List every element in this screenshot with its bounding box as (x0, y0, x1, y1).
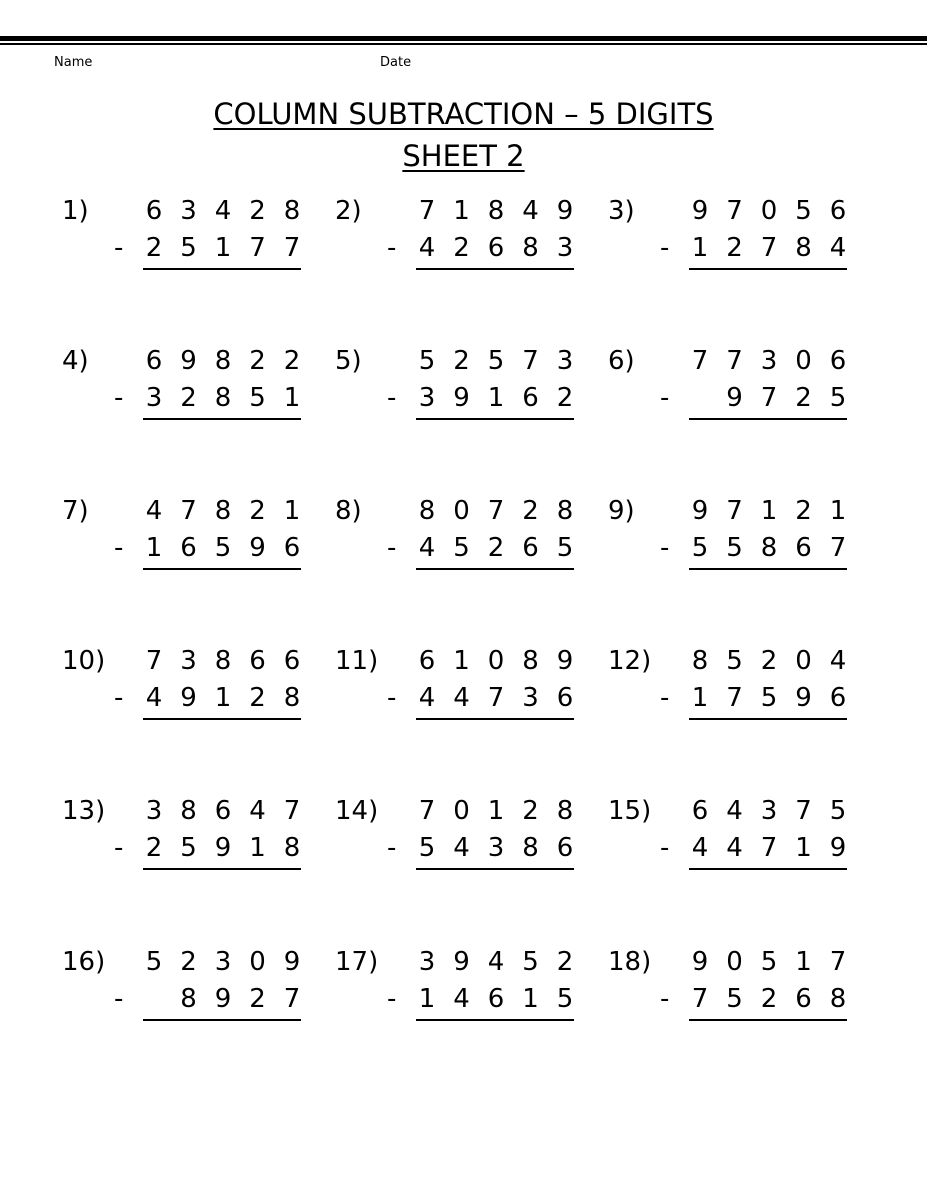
digit: 8 (214, 383, 232, 413)
digit: 9 (214, 833, 232, 863)
digit: 4 (418, 233, 436, 263)
digit: 5 (556, 984, 574, 1014)
minus-sign: - (114, 383, 124, 413)
digit: 7 (418, 196, 436, 226)
digit: 8 (522, 833, 539, 863)
digit: 3 (214, 947, 232, 977)
digit: 7 (487, 683, 505, 713)
digit: 1 (760, 496, 778, 526)
digit: 5 (726, 984, 743, 1014)
digit: 3 (556, 233, 574, 263)
digit: 1 (691, 683, 709, 713)
digit: 6 (522, 533, 539, 563)
digit: 5 (418, 833, 436, 863)
problem-number: 18) (608, 947, 652, 977)
minus-sign: - (660, 984, 670, 1014)
digit: 8 (214, 346, 232, 376)
digit: 0 (487, 646, 505, 676)
digit: 7 (829, 533, 847, 563)
digit: 8 (214, 496, 232, 526)
digit: 4 (453, 984, 470, 1014)
problem-number: 7) (62, 496, 89, 526)
subtraction-problem (62, 345, 322, 435)
digit: 6 (487, 233, 505, 263)
digit: 8 (795, 233, 812, 263)
subtraction-problem (608, 795, 868, 885)
digit: 3 (556, 346, 574, 376)
digit: 4 (453, 683, 470, 713)
subtraction-problem (335, 195, 595, 285)
minus-sign: - (387, 683, 397, 713)
digit: 5 (760, 683, 778, 713)
digit: 1 (145, 533, 163, 563)
problem-number: 14) (335, 796, 379, 826)
minus-sign: - (387, 833, 397, 863)
digit: 1 (283, 383, 301, 413)
digit: 2 (795, 383, 812, 413)
subtraction-problem (608, 195, 868, 285)
digit: 8 (522, 233, 539, 263)
problem-number: 6) (608, 346, 635, 376)
digit: 5 (726, 533, 743, 563)
digit: 0 (760, 196, 778, 226)
digit: 3 (522, 683, 539, 713)
digit: 2 (180, 947, 197, 977)
digit: 1 (214, 683, 232, 713)
digit: 5 (829, 796, 847, 826)
answer-line (689, 718, 847, 720)
subtraction-problem (62, 495, 322, 585)
problem-number: 17) (335, 947, 379, 977)
digit: 5 (522, 947, 539, 977)
date-label: Date (380, 55, 412, 70)
problem-number: 13) (62, 796, 106, 826)
digit: 2 (249, 346, 266, 376)
digit: 7 (283, 984, 301, 1014)
minus-sign: - (114, 833, 124, 863)
digit: 4 (487, 947, 505, 977)
digit: 7 (283, 796, 301, 826)
digit: 5 (760, 947, 778, 977)
digit: 0 (249, 947, 266, 977)
worksheet-subtitle: SHEET 2 (402, 139, 525, 173)
digit: 1 (418, 984, 436, 1014)
digit: 3 (145, 383, 163, 413)
digit: 5 (726, 646, 743, 676)
minus-sign: - (660, 533, 670, 563)
digit: 4 (691, 833, 709, 863)
subtraction-problem (62, 946, 322, 1036)
digit: 2 (453, 233, 470, 263)
subtraction-problem (608, 645, 868, 735)
worksheet-title: COLUMN SUBTRACTION – 5 DIGITS (213, 97, 714, 131)
digit: 8 (180, 796, 197, 826)
answer-line (689, 868, 847, 870)
minus-sign: - (660, 683, 670, 713)
digit: 7 (522, 346, 539, 376)
minus-sign: - (387, 984, 397, 1014)
digit: 7 (760, 233, 778, 263)
digit: 2 (453, 346, 470, 376)
answer-line (416, 418, 574, 420)
digit: 5 (418, 346, 436, 376)
digit: 9 (829, 833, 847, 863)
digit: 8 (283, 833, 301, 863)
subtraction-problem (335, 345, 595, 435)
digit: 3 (418, 947, 436, 977)
digit: 8 (691, 646, 709, 676)
answer-line (143, 268, 301, 270)
answer-line (416, 718, 574, 720)
digit: 6 (145, 346, 163, 376)
problem-number: 15) (608, 796, 652, 826)
digit: 8 (556, 496, 574, 526)
answer-line (143, 718, 301, 720)
digit: 4 (249, 796, 266, 826)
problem-number: 1) (62, 196, 89, 226)
digit: 3 (760, 346, 778, 376)
name-label: Name (54, 55, 93, 70)
digit: 6 (829, 346, 847, 376)
problem-number: 8) (335, 496, 362, 526)
digit: 8 (522, 646, 539, 676)
digit: 0 (795, 346, 812, 376)
digit: 2 (760, 984, 778, 1014)
digit: 5 (145, 947, 163, 977)
digit: 7 (726, 683, 743, 713)
digit: 6 (145, 196, 163, 226)
digit: 9 (795, 683, 812, 713)
answer-line (143, 868, 301, 870)
digit: 3 (145, 796, 163, 826)
answer-line (689, 568, 847, 570)
digit: 9 (556, 646, 574, 676)
subtraction-problem (335, 795, 595, 885)
digit: 6 (795, 533, 812, 563)
digit: 1 (829, 496, 847, 526)
digit: 6 (283, 646, 301, 676)
digit: 4 (726, 796, 743, 826)
minus-sign: - (114, 683, 124, 713)
digit: 3 (487, 833, 505, 863)
digit: 7 (145, 646, 163, 676)
digit: 9 (691, 196, 709, 226)
subtraction-problem (335, 495, 595, 585)
answer-line (416, 1019, 574, 1021)
digit: 4 (829, 233, 847, 263)
problem-number: 4) (62, 346, 89, 376)
digit: 6 (487, 984, 505, 1014)
digit: 8 (760, 533, 778, 563)
digit: 2 (556, 947, 574, 977)
digit: 1 (795, 947, 812, 977)
digit: 2 (180, 383, 197, 413)
minus-sign: - (387, 533, 397, 563)
minus-sign: - (387, 233, 397, 263)
digit: 9 (453, 947, 470, 977)
digit: 0 (726, 947, 743, 977)
digit: 3 (180, 196, 197, 226)
digit: 7 (691, 346, 709, 376)
digit: 2 (249, 683, 266, 713)
subtraction-problem (62, 645, 322, 735)
problem-number: 11) (335, 646, 379, 676)
digit: 9 (214, 984, 232, 1014)
digit: 6 (829, 683, 847, 713)
minus-sign: - (387, 383, 397, 413)
digit: 4 (418, 533, 436, 563)
digit: 5 (556, 533, 574, 563)
digit: 6 (829, 196, 847, 226)
digit: 8 (283, 196, 301, 226)
digit: 6 (214, 796, 232, 826)
digit: 6 (556, 683, 574, 713)
digit: 1 (453, 196, 470, 226)
digit: 4 (453, 833, 470, 863)
digit: 1 (487, 796, 505, 826)
digit: 2 (522, 796, 539, 826)
digit: 9 (726, 383, 743, 413)
digit: 9 (180, 346, 197, 376)
digit: 7 (726, 496, 743, 526)
digit: 5 (691, 533, 709, 563)
digit: 5 (829, 383, 847, 413)
digit: 6 (522, 383, 539, 413)
problem-number: 5) (335, 346, 362, 376)
digit: 4 (726, 833, 743, 863)
subtraction-problem (335, 645, 595, 735)
digit: 1 (487, 383, 505, 413)
digit: 2 (487, 533, 505, 563)
digit: 2 (249, 496, 266, 526)
answer-line (689, 1019, 847, 1021)
answer-line (143, 568, 301, 570)
digit: 7 (180, 496, 197, 526)
digit: 6 (556, 833, 574, 863)
digit: 2 (145, 833, 163, 863)
digit: 7 (691, 984, 709, 1014)
digit: 0 (453, 796, 470, 826)
digit: 7 (760, 383, 778, 413)
digit: 7 (418, 796, 436, 826)
digit: 6 (795, 984, 812, 1014)
digit: 8 (556, 796, 574, 826)
problem-number: 10) (62, 646, 106, 676)
digit: 1 (283, 496, 301, 526)
digit: 3 (418, 383, 436, 413)
subtraction-problem (62, 195, 322, 285)
digit: 2 (760, 646, 778, 676)
answer-line (416, 268, 574, 270)
digit: 7 (487, 496, 505, 526)
answer-line (689, 268, 847, 270)
digit: 5 (795, 196, 812, 226)
answer-line (143, 1019, 301, 1021)
subtraction-problem (335, 946, 595, 1036)
digit: 3 (760, 796, 778, 826)
digit: 7 (249, 233, 266, 263)
digit: 2 (249, 196, 266, 226)
digit: 4 (145, 683, 163, 713)
digit: 2 (556, 383, 574, 413)
digit: 6 (418, 646, 436, 676)
minus-sign: - (114, 233, 124, 263)
digit: 9 (249, 533, 266, 563)
minus-sign: - (660, 833, 670, 863)
answer-line (143, 418, 301, 420)
subtraction-problem (608, 495, 868, 585)
problem-number: 2) (335, 196, 362, 226)
subtraction-problem (608, 345, 868, 435)
digit: 7 (726, 196, 743, 226)
digit: 5 (249, 383, 266, 413)
digit: 4 (829, 646, 847, 676)
digit: 4 (214, 196, 232, 226)
digit: 1 (795, 833, 812, 863)
problem-number: 12) (608, 646, 652, 676)
digit: 6 (180, 533, 197, 563)
digit: 2 (795, 496, 812, 526)
digit: 1 (691, 233, 709, 263)
digit: 7 (283, 233, 301, 263)
digit: 4 (145, 496, 163, 526)
answer-line (689, 418, 847, 420)
problem-number: 16) (62, 947, 106, 977)
digit: 8 (214, 646, 232, 676)
digit: 2 (283, 346, 301, 376)
digit: 9 (283, 947, 301, 977)
digit: 5 (180, 233, 197, 263)
digit: 1 (453, 646, 470, 676)
problem-number: 3) (608, 196, 635, 226)
digit: 8 (283, 683, 301, 713)
digit: 6 (283, 533, 301, 563)
minus-sign: - (660, 383, 670, 413)
answer-line (416, 868, 574, 870)
digit: 5 (453, 533, 470, 563)
digit: 9 (691, 947, 709, 977)
minus-sign: - (114, 533, 124, 563)
subtraction-problem (608, 946, 868, 1036)
digit: 0 (795, 646, 812, 676)
digit: 1 (214, 233, 232, 263)
subtraction-problem (62, 795, 322, 885)
digit: 0 (453, 496, 470, 526)
digit: 2 (145, 233, 163, 263)
digit: 8 (180, 984, 197, 1014)
digit: 8 (418, 496, 436, 526)
digit: 8 (487, 196, 505, 226)
digit: 6 (249, 646, 266, 676)
digit: 9 (453, 383, 470, 413)
digit: 8 (829, 984, 847, 1014)
digit: 1 (249, 833, 266, 863)
digit: 9 (556, 196, 574, 226)
digit: 2 (726, 233, 743, 263)
digit: 1 (522, 984, 539, 1014)
digit: 4 (522, 196, 539, 226)
digit: 7 (726, 346, 743, 376)
problem-number: 9) (608, 496, 635, 526)
digit: 2 (522, 496, 539, 526)
answer-line (416, 568, 574, 570)
digit: 5 (487, 346, 505, 376)
digit: 6 (691, 796, 709, 826)
minus-sign: - (660, 233, 670, 263)
minus-sign: - (114, 984, 124, 1014)
digit: 9 (691, 496, 709, 526)
digit: 2 (249, 984, 266, 1014)
digit: 5 (214, 533, 232, 563)
digit: 4 (418, 683, 436, 713)
digit: 7 (829, 947, 847, 977)
digit: 7 (795, 796, 812, 826)
digit: 5 (180, 833, 197, 863)
digit: 7 (760, 833, 778, 863)
digit: 9 (180, 683, 197, 713)
digit: 3 (180, 646, 197, 676)
